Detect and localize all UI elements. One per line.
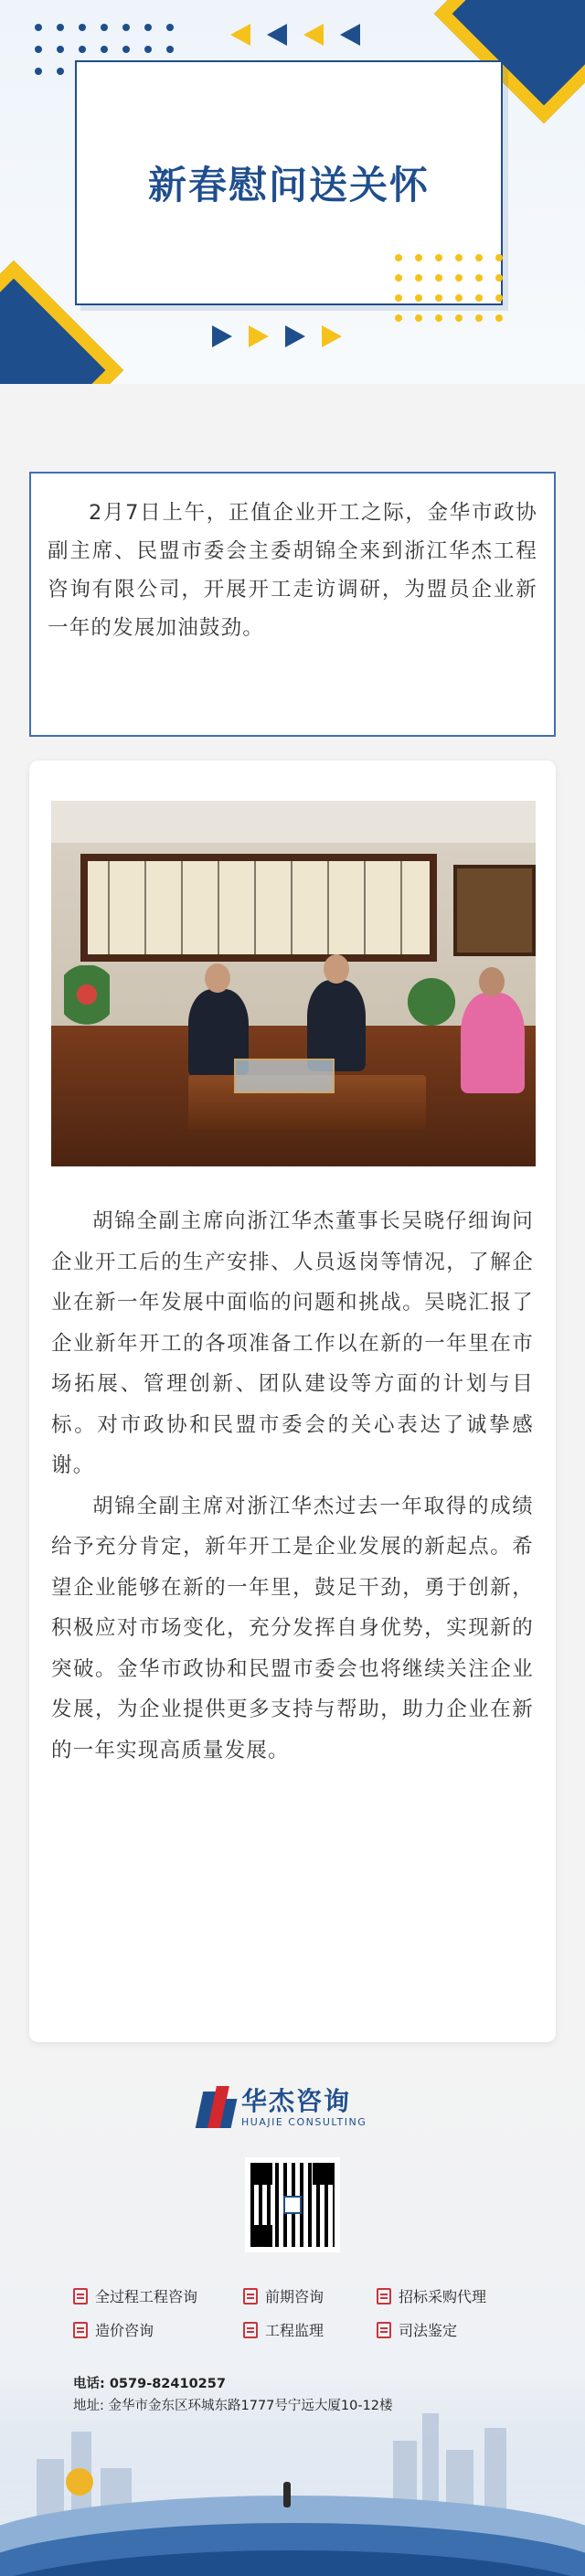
document-icon: [73, 2322, 88, 2338]
decorative-triangles-bottom: [212, 325, 342, 347]
intro-text: 2月7日上午，正值企业开工之际，金华市政协副主席、民盟市委会主委胡锦全来到浙江华杰工程咨询有限公司，开展开工走访调研，为盟员企业新一年的发展加油鼓劲。: [48, 501, 537, 640]
calligraphy-scroll: [80, 854, 437, 962]
article-paragraph: 胡锦全副主席向浙江华杰董事长吴晓仔细询问企业开工后的生产安排、人员返岗等情况，了解企业在新一年发展中面临的问题和挑战。吴晓汇报了企业新年开工的各项准备工作以在新的一年里在市场拓展、管理创新、团队建设等方面的计划与目标。对市政协和民盟市委会的关心表达了诚挚感谢。: [51, 1209, 534, 1477]
logo-name: 华杰咨询: [241, 2085, 352, 2116]
address: 地址: 金华市金东区环城东路1777号宁远大厦10-12楼: [73, 2399, 393, 2413]
service-item: 造价咨询: [73, 2319, 243, 2340]
service-item: 司法鉴定: [377, 2319, 530, 2340]
person-silhouette: [283, 2482, 291, 2507]
logo-english-name: HUAJIE CONSULTING: [241, 2115, 367, 2128]
document-icon: [243, 2288, 258, 2305]
footer: [0, 2066, 585, 2576]
article-card: [29, 761, 556, 2042]
qr-code[interactable]: [245, 2157, 340, 2252]
page-title: 新春慰问送关怀: [147, 163, 430, 208]
header-banner: [0, 0, 585, 384]
decorative-triangles-top: [230, 24, 360, 46]
plant: [404, 976, 459, 1040]
article-paragraph: 胡锦全副主席对浙江华杰过去一年取得的成绩给予充分肯定，新年开工是企业发展的新起点。希望企业能够在新的一年里，鼓足干劲，勇于创新，积极应对市场变化，充分发挥自身优势，实现新的突破。金华市政协和民盟市委会也将继续关注企业发展，为企业提供更多支持与帮助，助力企业在新的一年实现高质量发展。: [51, 1494, 534, 1762]
phone-number[interactable]: 电话: 0579-82410257: [73, 2377, 226, 2391]
services-list: [73, 2285, 530, 2340]
logo-mark-icon: [199, 2086, 234, 2128]
document-icon: [377, 2322, 391, 2338]
contact-info: [73, 2373, 393, 2417]
service-item: 前期咨询: [243, 2285, 377, 2306]
plant: [64, 965, 110, 1038]
intro-box: [29, 472, 556, 737]
meeting-photo: [51, 801, 536, 1166]
service-item: 招标采购代理: [377, 2285, 530, 2306]
person: [461, 993, 525, 1093]
document-icon: [377, 2288, 391, 2305]
service-item: 工程监理: [243, 2319, 377, 2340]
sun-icon: [66, 2468, 93, 2496]
company-logo: [199, 2086, 367, 2128]
decorative-dots: [395, 254, 503, 322]
service-item: 全过程工程咨询: [73, 2285, 243, 2306]
document-icon: [243, 2322, 258, 2338]
document-icon: [73, 2288, 88, 2305]
person: [307, 980, 366, 1071]
